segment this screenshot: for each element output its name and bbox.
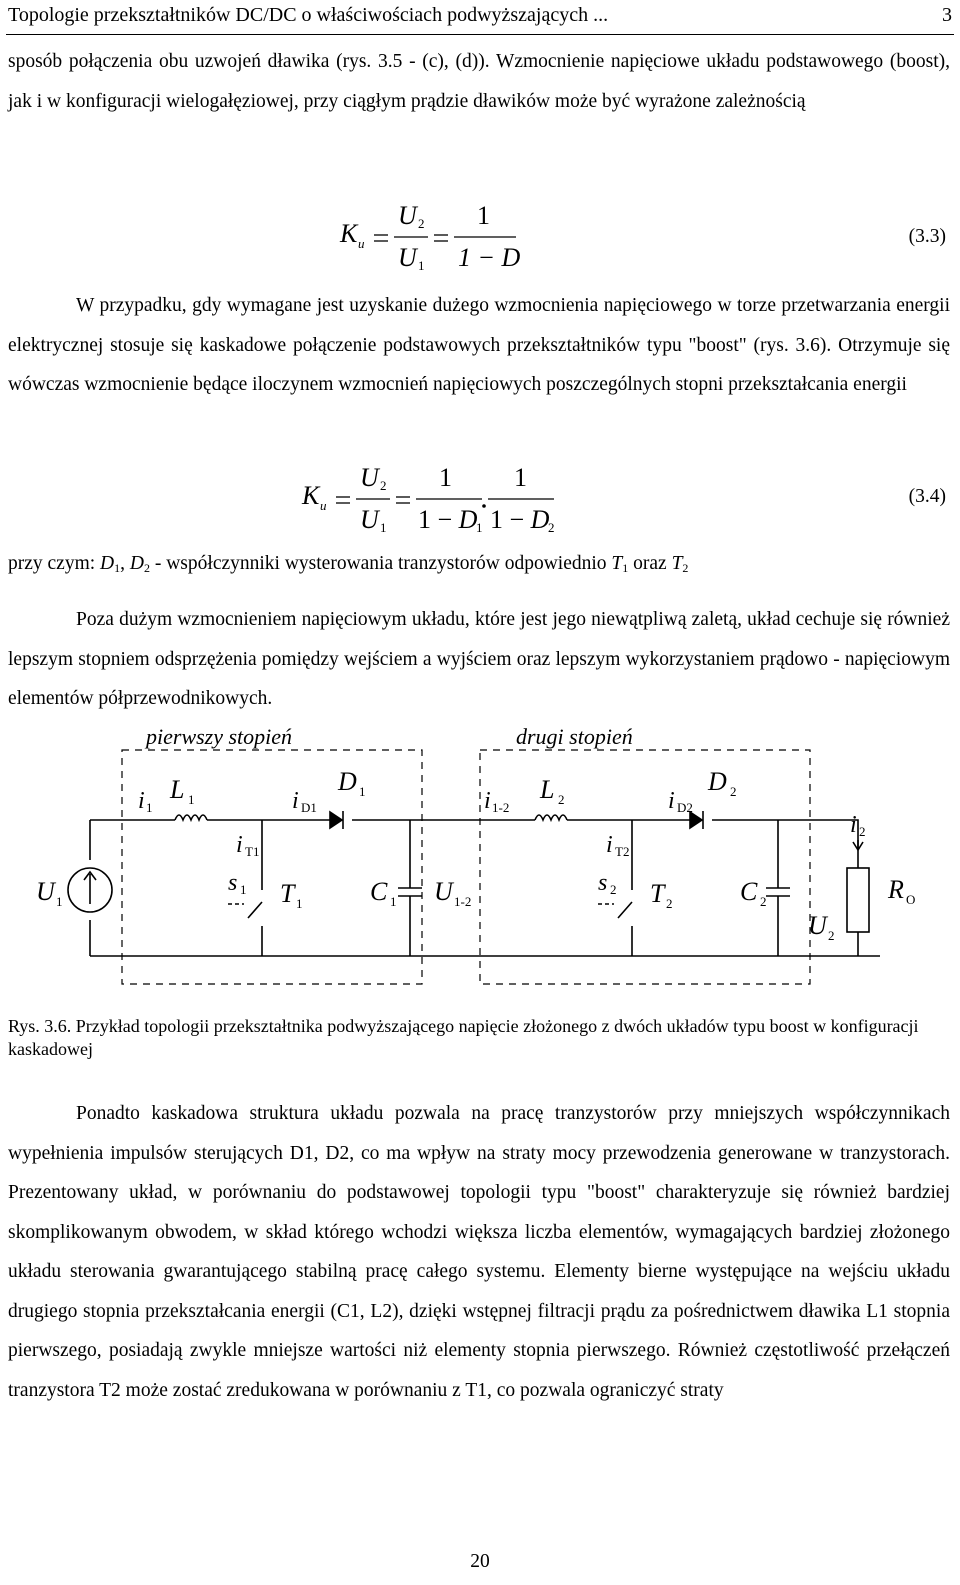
svg-text:2: 2 [666, 896, 673, 911]
svg-text:C: C [740, 877, 758, 906]
svg-text:U: U [36, 877, 55, 906]
svg-text:L: L [170, 775, 185, 804]
eq33-K: K [340, 219, 358, 248]
svg-text:1: 1 [390, 894, 397, 909]
svg-text:K: K [302, 481, 320, 510]
eq33-U1: U [398, 243, 417, 272]
eq33-K-sub: u [358, 236, 365, 251]
svg-text:1: 1 [514, 463, 527, 492]
svg-text:2: 2 [828, 928, 835, 943]
paragraph-5: Ponadto kaskadowa struktura układu pozwala na pracę tranzystorów przy mniejszych współczynnikach wypełnienia impulsów sterujących D1, D2, co ma wpływ na straty mocy przewodzenia generowane w tranzystorach. Prezentowany układ, w porównaniu do podstawowej topologii typu "boost" charakteryzuje się również bardziej skomplikowanym obwodem, w skład którego wchodzi większa liczba elementów, wymagających bardziej złożonego układu sterowania gwarantującego stabilną pracę całego systemu. Elementy bierne występujące na wejściu układu drugiego stopnia przekształcania energii (C1, L2), dzięki wstępnej filtracji prądu za pośrednictwem dławika L1 stopnia pierwszego, posiadają zwykle mniejsze wartości niż elementy stopnia pierwszego. Również częstotliwość przełączeń tranzystora T2 może zostać zredukowana w porównaniu z T1, co pozwala ograniczyć straty [8, 1103, 950, 1401]
svg-text:U: U [360, 463, 379, 492]
paragraph-2: W przypadku, gdy wymagane jest uzyskanie dużego wzmocnienia napięciowego w torze przetwarzania energii elektrycznej stosuje się kaskadowe połączenie podstawowych przekształtników typu "boost" (rys. 3.6). Otrzymuje się wówczas wzmocnienie będące iloczynem wzmocnień napięciowych poszczególnych stopni przekształcania energii [8, 295, 950, 395]
paragraph-4: Poza dużym wzmocnieniem napięciowym układu, które jest jego niewątpliwą zaletą, układ cechuje się również lepszym stopniem odsprzężenia pomiędzy wejściem a wyjściem oraz lepszym wykorzystaniem prądowo - napięciowym elementów półprzewodnikowych. [8, 609, 950, 709]
svg-text:2: 2 [380, 478, 387, 493]
svg-text:T: T [650, 879, 665, 908]
svg-text:D1: D1 [301, 800, 317, 815]
svg-text:i: i [668, 788, 675, 814]
svg-text:i: i [292, 788, 299, 814]
svg-text:1: 1 [296, 896, 303, 911]
label-stage2: drugi stopień [516, 724, 633, 749]
svg-text:2: 2 [548, 520, 555, 534]
equation-3-3 [330, 196, 530, 272]
svg-text:T1: T1 [245, 844, 260, 859]
svg-text:2: 2 [760, 894, 767, 909]
svg-text:R: R [888, 875, 904, 904]
svg-text:s: s [598, 870, 608, 896]
svg-text:1-2: 1-2 [454, 894, 472, 909]
svg-text:1: 1 [188, 792, 195, 807]
eq33-U1-sub: 1 [418, 258, 425, 272]
svg-text:i: i [484, 788, 491, 814]
svg-text:2: 2 [730, 784, 737, 799]
eq33-U2-sub: 2 [418, 216, 425, 231]
circuit-wires [68, 811, 880, 956]
label-stage1: pierwszy stopień [146, 724, 293, 749]
eq33-U2: U [398, 201, 417, 230]
svg-text:1: 1 [439, 463, 452, 492]
header-title: Topologie przekształtników DC/DC o właściwościach podwyższających ... [8, 4, 609, 26]
stage-boxes [122, 750, 810, 984]
page-number: 20 [470, 1551, 490, 1572]
svg-text:O: O [906, 892, 916, 907]
svg-text:u: u [320, 498, 327, 513]
svg-text:i: i [850, 812, 857, 838]
svg-text:1: 1 [56, 894, 63, 909]
running-header [6, 0, 954, 35]
svg-text:D2: D2 [677, 800, 693, 815]
svg-text:i: i [138, 788, 145, 814]
svg-text:U: U [360, 505, 379, 534]
svg-text:1 − D: 1 − D [418, 505, 478, 534]
svg-text:D: D [338, 767, 357, 796]
svg-text:i: i [606, 832, 613, 858]
svg-text:1: 1 [476, 520, 483, 534]
equation-number-3-4: (3.4) [908, 486, 946, 507]
cascade-boost-circuit [0, 720, 960, 1010]
svg-text:1: 1 [240, 882, 247, 897]
svg-text:1 − D: 1 − D [490, 505, 550, 534]
svg-text:2: 2 [558, 792, 565, 807]
svg-text:s: s [228, 870, 238, 896]
svg-text:2: 2 [859, 824, 866, 839]
svg-text:L: L [540, 775, 555, 804]
svg-text:T: T [280, 879, 295, 908]
svg-text:2: 2 [610, 882, 617, 897]
figure-caption: Rys. 3.6. Przykład topologii przekształtnika podwyższającego napięcie złożonego z dwóch układów typu boost w konfiguracji kaskadowej [8, 1016, 919, 1059]
eq33-den: 1 − D [458, 243, 521, 272]
paragraph-3: przy czym: $D_1$, $D_2$ - współczynniki wysterowania tranzystorów odpowiednio $T_1$ oraz $T_2$ [8, 553, 689, 575]
svg-text:i: i [236, 832, 243, 858]
paragraph-1: sposób połączenia obu uzwojeń dławika (rys. 3.5 - (c), (d)). Wzmocnienie napięciowe układu podstawowego (boost), jak i w konfiguracji wielogałęziowej, przy ciągłym prądzie dławików może być wyrażone zależnością [8, 51, 950, 112]
svg-text:1-2: 1-2 [492, 800, 510, 815]
svg-text:D: D [708, 767, 727, 796]
svg-text:1: 1 [146, 800, 153, 815]
svg-text:C: C [370, 877, 388, 906]
svg-text:U: U [434, 877, 453, 906]
svg-text:T2: T2 [615, 844, 630, 859]
svg-text:1: 1 [359, 784, 366, 799]
svg-text:1: 1 [380, 520, 387, 534]
eq33-one: 1 [477, 201, 490, 230]
svg-text:U: U [808, 911, 827, 940]
equation-3-4 [296, 458, 566, 534]
equation-number-3-3: (3.3) [908, 226, 946, 247]
header-page-number: 3 [942, 4, 952, 26]
